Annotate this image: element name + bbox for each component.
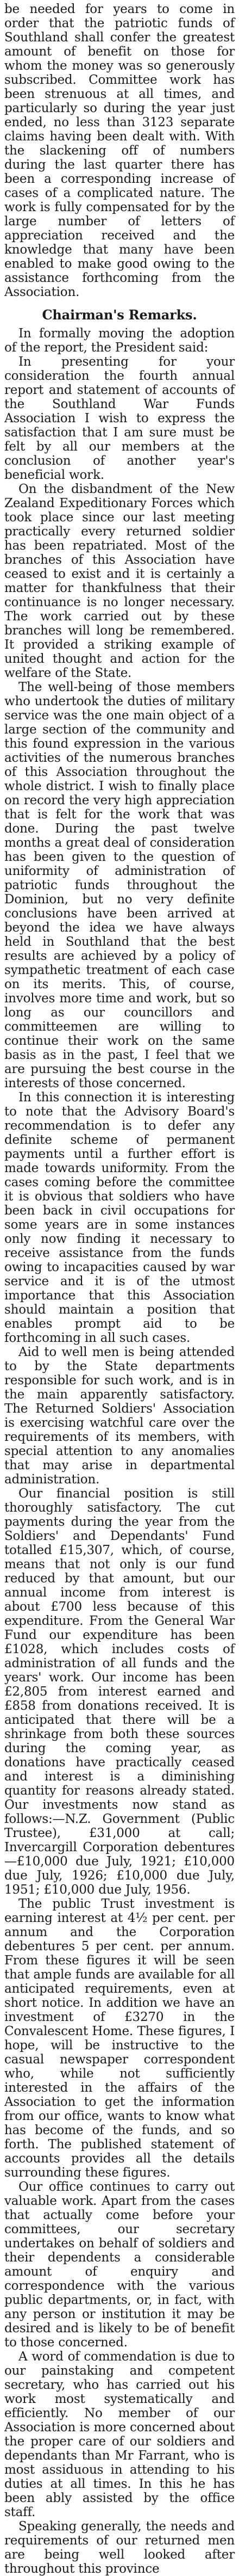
paragraph-office-work: Our office continues to carry out valuable work. Apart from the cases that actually come before your committees, our secretary undertakes on behalf of soldiers and their dependents a considerable amount of enquiry and correspondence with the various public departments, or, in fact, with any person or institution it may be desired and is likely to be of benefit to those concerned. [4, 2180, 235, 2350]
paragraph-speaking-generally: Speaking generally, the needs and requirements of our returned men are being well looked after throughout this province [4, 2519, 235, 2576]
paragraph-well-being: The well-being of those members who undertook the duties of military service was the one main object of a large section of the community and this found expression in the various activities of the numerous branches of this Association throughout the whole district. I wish to finally place on record the very high appreciation that is felt for the work that was done. During the past twelve months a great deal of consideration has been given to the question of uniformity of administration of patriotic funds throughout the Dominion, but no very definite conclusions have been arrived at beyond the idea we have always held in Southland that the best results are achieved by a policy of sympathetic treatment of each case on its merits. This, of course, involves more time and work, but so long as our councillors and committeemen are willing to continue their work on the same basis as in the past, I feel that we are pursuing the best course in the interests of those concerned. [4, 680, 235, 1090]
paragraph-financial-position: Our financial position is still thoroughly satisfactory. The cut payments during the year from the Soldiers' and Dependants' Fund totalled £15,307, which, of course, means that not only is our fund reduced by that amount, but our annual income from interest is about £700 less because of this expenditure. From the General War Fund our expenditure has been £1028, which includes costs of administration of all funds and the years' work. Our income has been £2,805 from interest earned and £858 from donations received. It is anticipated that there will be a shrinkage from both these sources during the coming year, as donations have practically ceased and interest is a diminishing quantity for reasons already stated. Our investments now stand as follows:—N.Z. Government (Public Trustee), £31,000 at call; Invercargill Corporation debentures—£10,000 due July, 1921; £10,000 due July, 1926; £10,000 due July, 1951; £10,000 due July, 1956. [4, 1487, 235, 1897]
section-heading: Chairman's Remarks. [42, 307, 197, 323]
paragraph-disbandment: On the disbandment of the New Zealand Expeditionary Forces which took place since our last meeting practically every returned soldier has been repatriated. Most of the branches of this Association have ceased to exist and it is certainly a matter for thankfulness that their continuance is no longer necessary. The work carried out by these branches will long be remembered. It provided a striking example of united thought and action for the welfare of the State. [4, 482, 235, 680]
paragraph-aid-to-well-men: Aid to well men is being attended to by the State departments responsible for such work, and is in the main apparently satisfactory. The Returned Soldiers' Association is exercising watchful care over the requirements of its members, with special attention to any anomalies that may arise in departmental administration. [4, 1345, 235, 1487]
intro-paragraph: be needed for years to come in order that the patriotic funds of Southland shall confer the greatest amount of benefit on those for whom the money was so generously subscribed. Committee work has been strenuous at all times, and particularly so during the year just ended, no less than 3123 separate claims having been dealt with. With the slackening off of numbers during the last quarter there has been a corresponding increase of cases of a complicated nature. The work is fully compensated for by the large number of letters of appreciation received and the knowledge that many have been enabled to make good owing to the assistance forthcoming from the Association. [4, 2, 235, 299]
paragraph-public-trust: The public Trust investment is earning interest at 4½ per cent. per annum and the Corporation debentures 5 per cent. per annum. From these figures it will be seen that ample funds are available for all anticipated requirements, even at short notice. In addition we have an investment of £3270 in the Convalescent Home. These figures, I hope, will be instructive to the casual newspaper correspondent who, while not sufficiently interested in the affairs of the Association to get the information from our office, wants to know what has become of the funds, and so forth. The published statement of accounts provides all the details surrounding these figures. [4, 1897, 235, 2180]
paragraph-advisory-board: In this connection it is interesting to note that the Advisory Board's recommendation is to defer any definite scheme of permanent payments until a further effort is made towards uniformity. From the cases coming before the committee it is obvious that soldiers who have been back in civil occupations for some years are in some instances only now finding it necessary to receive assistance from the funds owing to incapacities caused by war service and it is of the utmost importance that this Association should maintain a position that enables prompt aid to be forthcoming in all such cases. [4, 1090, 235, 1345]
paragraph-presenting-report: In presenting for your consideration the fourth annual report and statement of accounts of the Southland War Funds Association I wish to express the satisfaction that I am sure must be felt by all our members at the conclusion of another year's beneficial work. [4, 355, 235, 482]
article-column [4, 2, 235, 2576]
paragraph-commendation: A word of commendation is due to our painstaking and competent secretary, who has carried out his work most systematically and efficiently. No member of our Association is more concerned about the proper care of our soldiers and dependants than Mr Farrant, who is most assiduous in attending to his duties at all times. In this he has been ably assisted by the office staff. [4, 2350, 235, 2519]
paragraph-moving-adoption: In formally moving the adoption of the report, the President said: [4, 326, 235, 355]
